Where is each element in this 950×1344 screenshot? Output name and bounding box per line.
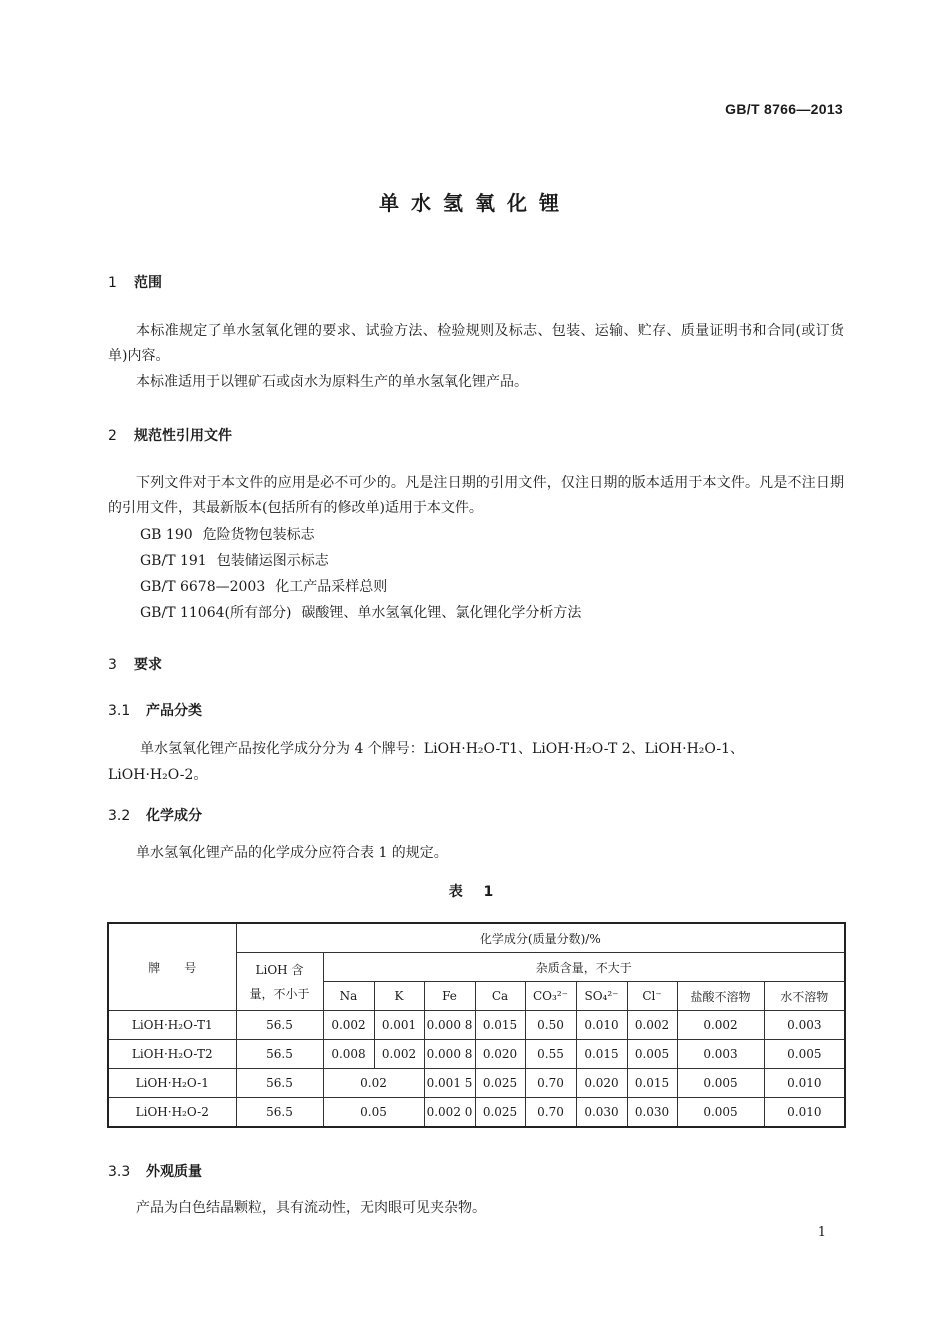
section-title: 化学成分 xyxy=(146,808,202,824)
cell-na: 0.002 xyxy=(323,1011,374,1040)
cell-water-insoluble: 0.003 xyxy=(764,1011,845,1040)
chemical-composition-table xyxy=(107,922,846,1128)
standard-code: GB/T 8766—2013 xyxy=(725,101,843,117)
table-caption: 表 1 xyxy=(448,884,502,900)
header-impurity-content: 杂质含量，不大于 xyxy=(323,953,845,982)
cell-cl: 0.030 xyxy=(627,1098,677,1128)
section-number: 2 xyxy=(108,428,117,444)
cell-so4: 0.020 xyxy=(576,1069,627,1098)
section-3-1-paragraph-line-2: LiOH·H₂O-2。 xyxy=(108,767,208,783)
cell-grade: LiOH·H₂O-2 xyxy=(108,1098,236,1128)
header-co3: CO₃²⁻ xyxy=(525,982,576,1011)
document-title: 单水氢氧化锂 xyxy=(379,191,571,215)
section-1-paragraph-2: 本标准适用于以锂矿石或卤水为原料生产的单水氢氧化锂产品。 xyxy=(136,374,528,390)
header-grade: 牌 号 xyxy=(108,923,236,1011)
cell-so4: 0.015 xyxy=(576,1040,627,1069)
cell-hcl-insoluble: 0.005 xyxy=(677,1098,764,1128)
section-1-paragraph-1: 本标准规定了单水氢氧化锂的要求、试验方法、检验规则及标志、包装、运输、贮存、质量证明书和合同(或订货单)内容。 xyxy=(108,323,844,364)
section-3-1-heading xyxy=(108,700,202,720)
header-k: K xyxy=(374,982,424,1011)
header-hcl-insoluble: 盐酸不溶物 xyxy=(677,982,764,1011)
reference-name: 危险货物包装标志 xyxy=(202,527,315,543)
cell-lioh: 56.5 xyxy=(236,1069,323,1098)
cell-hcl-insoluble: 0.005 xyxy=(677,1069,764,1098)
header-ca: Ca xyxy=(475,982,525,1011)
cell-na: 0.008 xyxy=(323,1040,374,1069)
section-3-3-heading xyxy=(108,1161,202,1181)
section-3-2-heading xyxy=(108,805,202,825)
reference-code: GB/T 6678—2003 xyxy=(140,579,266,595)
section-2-heading xyxy=(108,425,232,445)
cell-lioh: 56.5 xyxy=(236,1011,323,1040)
cell-ca: 0.015 xyxy=(475,1011,525,1040)
header-lioh-content: LiOH 含量，不小于 xyxy=(236,953,323,1011)
section-number: 3.2 xyxy=(108,808,131,824)
reference-item xyxy=(140,602,581,622)
section-number: 3.1 xyxy=(108,703,131,719)
cell-co3: 0.70 xyxy=(525,1069,576,1098)
cell-fe: 0.000 8 xyxy=(424,1011,475,1040)
cell-fe: 0.002 0 xyxy=(424,1098,475,1128)
header-so4: SO₄²⁻ xyxy=(576,982,627,1011)
cell-grade: LiOH·H₂O-T1 xyxy=(108,1011,236,1040)
table-row xyxy=(108,1040,845,1069)
table-row xyxy=(108,1011,845,1040)
header-cl: Cl⁻ xyxy=(627,982,677,1011)
section-1-heading xyxy=(108,272,162,292)
cell-ca: 0.025 xyxy=(475,1098,525,1128)
cell-cl: 0.002 xyxy=(627,1011,677,1040)
table-row xyxy=(108,1098,845,1128)
section-title: 规范性引用文件 xyxy=(134,428,232,444)
page-number: 1 xyxy=(817,1225,826,1240)
cell-ca: 0.020 xyxy=(475,1040,525,1069)
cell-so4: 0.010 xyxy=(576,1011,627,1040)
table-header-row xyxy=(108,923,845,953)
cell-co3: 0.50 xyxy=(525,1011,576,1040)
cell-na-k: 0.05 xyxy=(323,1098,424,1128)
cell-co3: 0.55 xyxy=(525,1040,576,1069)
section-3-heading xyxy=(108,654,162,674)
section-number: 1 xyxy=(108,275,117,291)
cell-water-insoluble: 0.010 xyxy=(764,1069,845,1098)
cell-k: 0.002 xyxy=(374,1040,424,1069)
section-3-3-paragraph: 产品为白色结晶颗粒，具有流动性，无肉眼可见夹杂物。 xyxy=(136,1200,486,1216)
cell-lioh: 56.5 xyxy=(236,1098,323,1128)
reference-item xyxy=(140,550,329,570)
section-3-1-paragraph-line-1: 单水氢氧化锂产品按化学成分分为 4 个牌号：LiOH·H₂O-T1、LiOH·H₂O-T 2、LiOH·H₂O-1、 xyxy=(140,741,745,757)
reference-name: 碳酸锂、单水氢氧化锂、氯化锂化学分析方法 xyxy=(301,605,582,621)
section-title: 要求 xyxy=(134,657,162,673)
cell-water-insoluble: 0.005 xyxy=(764,1040,845,1069)
reference-item xyxy=(140,524,315,544)
cell-k: 0.001 xyxy=(374,1011,424,1040)
section-title: 外观质量 xyxy=(146,1164,202,1180)
reference-code: GB/T 191 xyxy=(140,553,207,569)
reference-item xyxy=(140,576,387,596)
cell-hcl-insoluble: 0.003 xyxy=(677,1040,764,1069)
section-2-paragraph-1: 下列文件对于本文件的应用是必不可少的。凡是注日期的引用文件，仅注日期的版本适用于本文件。凡是不注日期的引用文件，其最新版本(包括所有的修改单)适用于本文件。 xyxy=(108,475,844,516)
section-title: 产品分类 xyxy=(146,703,202,719)
cell-hcl-insoluble: 0.002 xyxy=(677,1011,764,1040)
reference-code: GB/T 11064(所有部分) xyxy=(140,605,292,621)
section-title: 范围 xyxy=(134,275,162,291)
table-row xyxy=(108,1069,845,1098)
cell-cl: 0.005 xyxy=(627,1040,677,1069)
header-chemical-composition: 化学成分(质量分数)/% xyxy=(236,923,845,953)
cell-grade: LiOH·H₂O-1 xyxy=(108,1069,236,1098)
cell-so4: 0.030 xyxy=(576,1098,627,1128)
cell-na-k: 0.02 xyxy=(323,1069,424,1098)
cell-fe: 0.000 8 xyxy=(424,1040,475,1069)
cell-water-insoluble: 0.010 xyxy=(764,1098,845,1128)
cell-co3: 0.70 xyxy=(525,1098,576,1128)
cell-lioh: 56.5 xyxy=(236,1040,323,1069)
section-3-2-paragraph: 单水氢氧化锂产品的化学成分应符合表 1 的规定。 xyxy=(136,845,448,861)
reference-code: GB 190 xyxy=(140,527,193,543)
reference-name: 包装储运图示标志 xyxy=(216,553,329,569)
section-number: 3 xyxy=(108,657,117,673)
reference-name: 化工产品采样总则 xyxy=(275,579,388,595)
cell-ca: 0.025 xyxy=(475,1069,525,1098)
cell-cl: 0.015 xyxy=(627,1069,677,1098)
section-number: 3.3 xyxy=(108,1164,131,1180)
header-na: Na xyxy=(323,982,374,1011)
cell-fe: 0.001 5 xyxy=(424,1069,475,1098)
header-water-insoluble: 水不溶物 xyxy=(764,982,845,1011)
header-fe: Fe xyxy=(424,982,475,1011)
cell-grade: LiOH·H₂O-T2 xyxy=(108,1040,236,1069)
